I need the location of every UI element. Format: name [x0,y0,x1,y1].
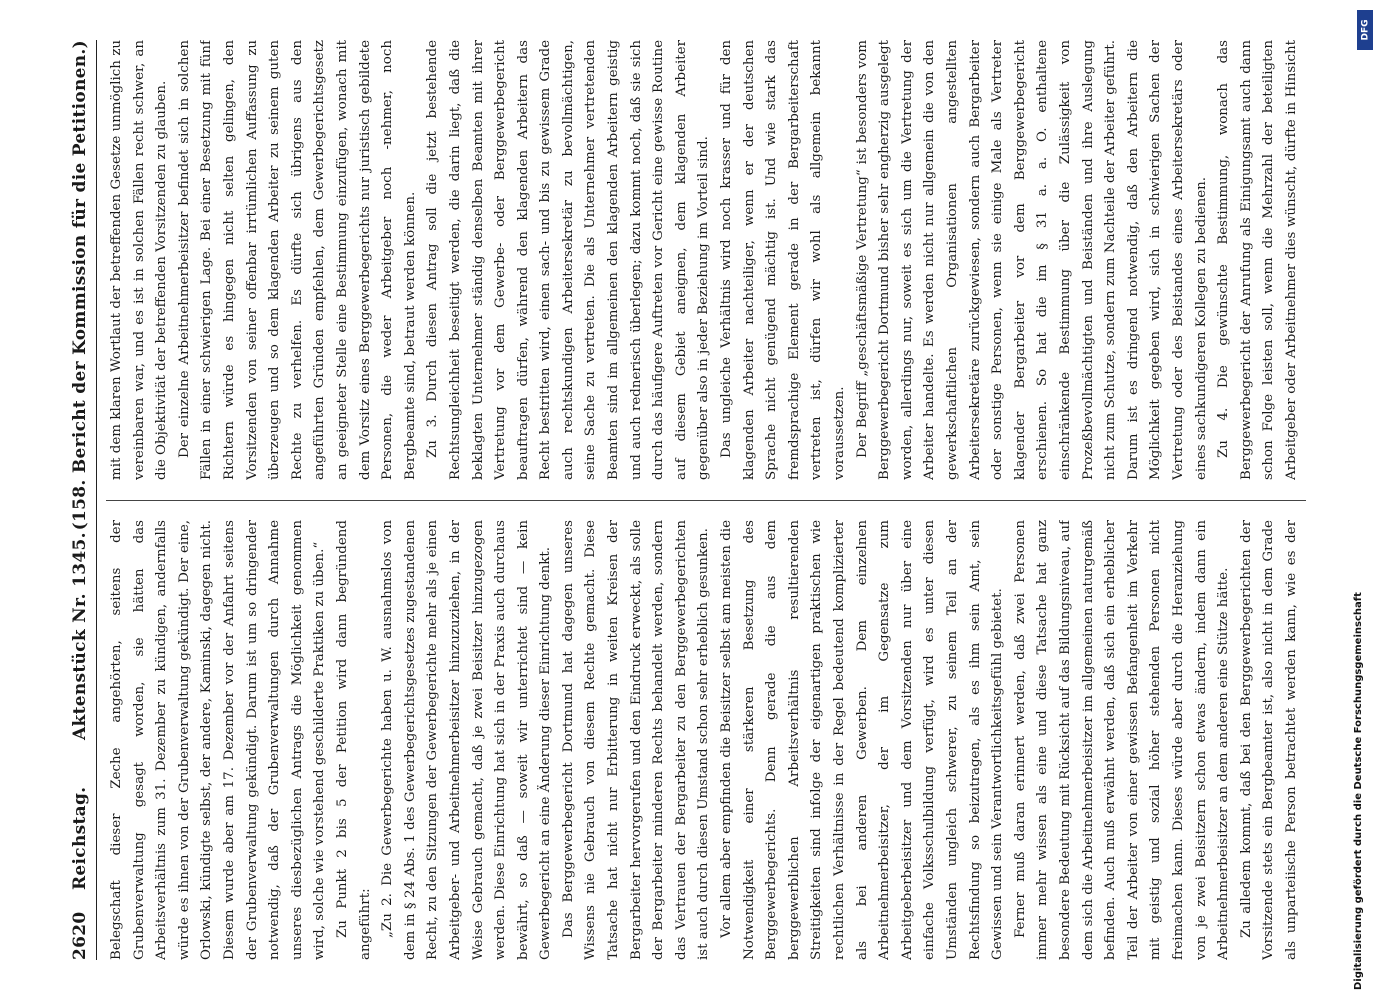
paragraph: Zu Punkt 2 bis 5 der Petition wird dann begründend angeführt: [334,520,373,960]
paragraph: Vor allem aber empfinden die Beisitzer selbst am meisten die Notwendigkeit einer stärkeren Besetzung des Berggewerbegerichts. Denn gerade die aus dem berggewerblichen Arbeitsverhältnis resultierenden Streitigkeiten sind infolge der eigenartigen praktischen wie rechtlichen Verhältnisse in der Regel bedeutend komplizierter als bei anderen Gewerben. Dem einzelnen Arbeitnehmerbeisitzer, der im Gegensatze zum Arbeitgeberbeisitzer und dem Vorsitzenden nur über eine einfache Volksschulbildung verfügt, wird es unter diesen Umständen ungleich schwerer, zu seinem Teil an der Rechtsfindung so beizutragen, als es ihm sein Amt, sein Gewissen und sein Verantwortlichkeitsgefühl gebietet. [719,520,1006,960]
paragraph: „Zu 2. Die Gewerbegerichte haben u. W. ausnahmslos von dem in § 24 Abs. 1 des Gewerbegerichtsgesetzes zugestandenen Recht, zu den Sitzungen der Gewerbegerichte mehr als je einen Arbeitgeber- und Arbeitnehmerbeisitzer hinzuzuziehen, in der Weise Gebrauch gemacht, daß je zwei Beisitzer hinzugezogen werden. Diese Einrichtung hat sich in der Praxis auch durchaus bewährt, so daß — soweit wir unterrichtet sind — kein Gewerbegericht an eine Änderung dieser Einrichtung denkt. [380,520,554,960]
paragraph: Der Begriff „geschäftsmäßige Vertretung“ ist besonders vom Berggewerbegericht Dortmund bisher sehr engherzig ausgelegt worden, allerdings nur, soweit es sich um die Vertretung der Arbeiter handelte. Es werden nicht nur allgemein die von den gewerkschaftlichen Organisationen angestellten Arbeitersekretäre zurückgewiesen, sondern auch Bergarbeiter oder sonstige Personen, wenn sie einige Male als Vertreter klagender Bergarbeiter vor dem Berggewerbegericht erschienen. So hat die im § 31 a. a. O. enthaltene einschränkende Bestimmung über die Zulässigkeit von Prozeßbevollmächtigten und Beiständen und ihre Auslegung nicht zum Schutze, sondern zum Nachteile der Arbeiter geführt. Darum ist es dringend notwendig, daß den Arbeitern die Möglichkeit gegeben wird, sich in schwierigen Sachen der Vertretung oder des Beistandes eines Arbeitersekretärs oder eines sachkundigeren Kollegen zu bedienen. [854,40,1209,480]
paragraph: Der einzelne Arbeitnehmerbeisitzer befindet sich in solchen Fällen in einer schwierigen Lage. Bei einer Besetzung mit fünf Richtern würde es hingegen nicht selten gelingen, den Vorsitzenden von seiner offenbar irrtümlichen Auffassung zu überzeugen und so dem klagenden Arbeiter zu seinem guten Rechte zu verhelfen. Es dürfte sich übrigens aus den angeführten Gründen empfehlen, dem Gewerbegerichtsgesetz an geeigneter Stelle eine Bestimmung einzufügen, wonach mit dem Vorsitz eines Berggewerbegerichts nur juristisch gebildete Personen, die weder Arbeitgeber noch -nehmer, noch Bergbeamte sind, betraut werden können. [176,40,418,480]
running-header [66,40,94,960]
page-number: 2620 [70,911,90,960]
header-left-title: Reichstag. [70,786,90,890]
paragraph: Zu 4. Die gewünschte Bestimmung, wonach das Berggewerbegericht der Anrufung als Einigungsamt auch dann schon Folge leisten soll, wenn die Mehrzahl der beteiligten Arbeitgeber oder Arbeitnehmer dies wünscht, dürfte in Hinsicht [1216,40,1299,480]
header-center-title: Aktenstück Nr. 1345. [70,532,90,740]
document-sheet [66,40,1316,960]
paragraph: Zu 3. Durch diesen Antrag soll die jetzt bestehende Rechtsungleichheit beseitigt werden, die darin liegt, daß die beklagten Unternehmer ständig denselben Beamten mit ihrer Vertretung vor dem Gewerbe- oder Berggewerbegericht beauftragen dürfen, während den klagenden Arbeitern das Recht bestritten wird, einen sach- und bis zu gewissem Grade auch rechtskundigen Arbeitersekretär zu bevollmächtigen, seine Sache zu vertreten. Die als Unternehmer vertretenden Beamten sind im allgemeinen den klagenden Arbeitern geistig und auch rednerisch überlegen; dazu kommt noch, daß sie sich durch das häufigere Auftreten vor Gericht eine gewisse Routine auf diesem Gebiet aneignen, dem klagenden Arbeiter gegenüber also in jeder Beziehung im Vorteil sind. [425,40,712,480]
left-column [106,520,1306,960]
header-rule [96,40,97,960]
header-right-title: (158. Bericht der Kommission für die Petitionen.) [70,40,90,531]
paragraph: Belegschaft dieser Zeche angehörten, seitens der Grubenverwaltung gesagt worden, sie hätten das Arbeitsverhältnis zum 31. Dezember zu kündigen, andernfalls würde es ihnen von der Grubenverwaltung gekündigt. Der eine, Orlowski, kündigte selbst, der andere, Kaminski, dagegen nicht. Diesem wurde aber am 17. Dezember vor der Anfahrt seitens der Grubenverwaltung gekündigt. Darum ist um so dringender notwendig, daß der Grubenverwaltungen durch Annahme unseres diesbezüglichen Antrags die Möglichkeit genommen wird, solche wie vorstehend geschilderte Praktiken zu üben.“ [109,520,328,960]
paragraph: Das Berggewerbegericht Dortmund hat dagegen unseres Wissens nie Gebrauch von diesem Rechte gemacht. Diese Tatsache hat nicht nur Erbitterung in weiten Kreisen der Bergarbeiter hervorgerufen und den Eindruck erweckt, als solle der Bergarbeiter minderen Rechts behandelt werden, sondern das Vertrauen der Bergarbeiter zu den Berggewerbegerichten ist auch durch diesen Umstand schon sehr erheblich gesunken. [560,520,712,960]
dfg-logo-text: DFG [1360,19,1371,41]
paragraph: Das ungleiche Verhältnis wird noch krasser und für den klagenden Arbeiter nachteiliger, wenn er der deutschen Sprache nicht genügend mächtig ist. Und wie stark das fremdsprachige Element gerade in der Bergarbeiterschaft vertreten ist, dürfen wir wohl als allgemein bekannt voraussetzen. [719,40,847,480]
right-column [106,40,1306,480]
digitization-note-text: Digitalisierung gefördert durch die Deutsche Forschungsgemeinschaft [1352,592,1364,990]
digitization-note [1348,30,1368,990]
paragraph: Zu alledem kommt, daß bei den Berggewerbegerichten der Vorsitzende stets ein Bergbeamter ist, also nicht in dem Grade als unparteiische Person betrachtet werden kann, wie es der [1238,520,1299,960]
paragraph: mit dem klaren Wortlaut der betreffenden Gesetze unmöglich zu vereinbaren war, und es ist in solchen Fällen recht schwer, an die Objektivität der betreffenden Vorsitzenden zu glauben. [109,40,170,480]
column-divider [106,500,1306,501]
paragraph: Ferner muß daran erinnert werden, daß zwei Personen immer mehr wissen als eine und diese Tatsache hat ganz besondere Bedeutung mit Rücksicht auf das Bildungsniveau, auf dem sich die Arbeitnehmerbeisitzer im allgemeinen naturgemäß befinden. Auch muß erwähnt werden, daß sich ein erheblicher Teil der Arbeiter von einer gewissen Befangenheit im Verkehr mit geistig und sozial höher stehenden Personen nicht freimachen kann. Dieses würde aber durch die Heranziehung von je zwei Beisitzern schon etwas ändern, indem dann ein Arbeitnehmerbeisitzer an dem anderen eine Stütze hätte. [1012,520,1232,960]
